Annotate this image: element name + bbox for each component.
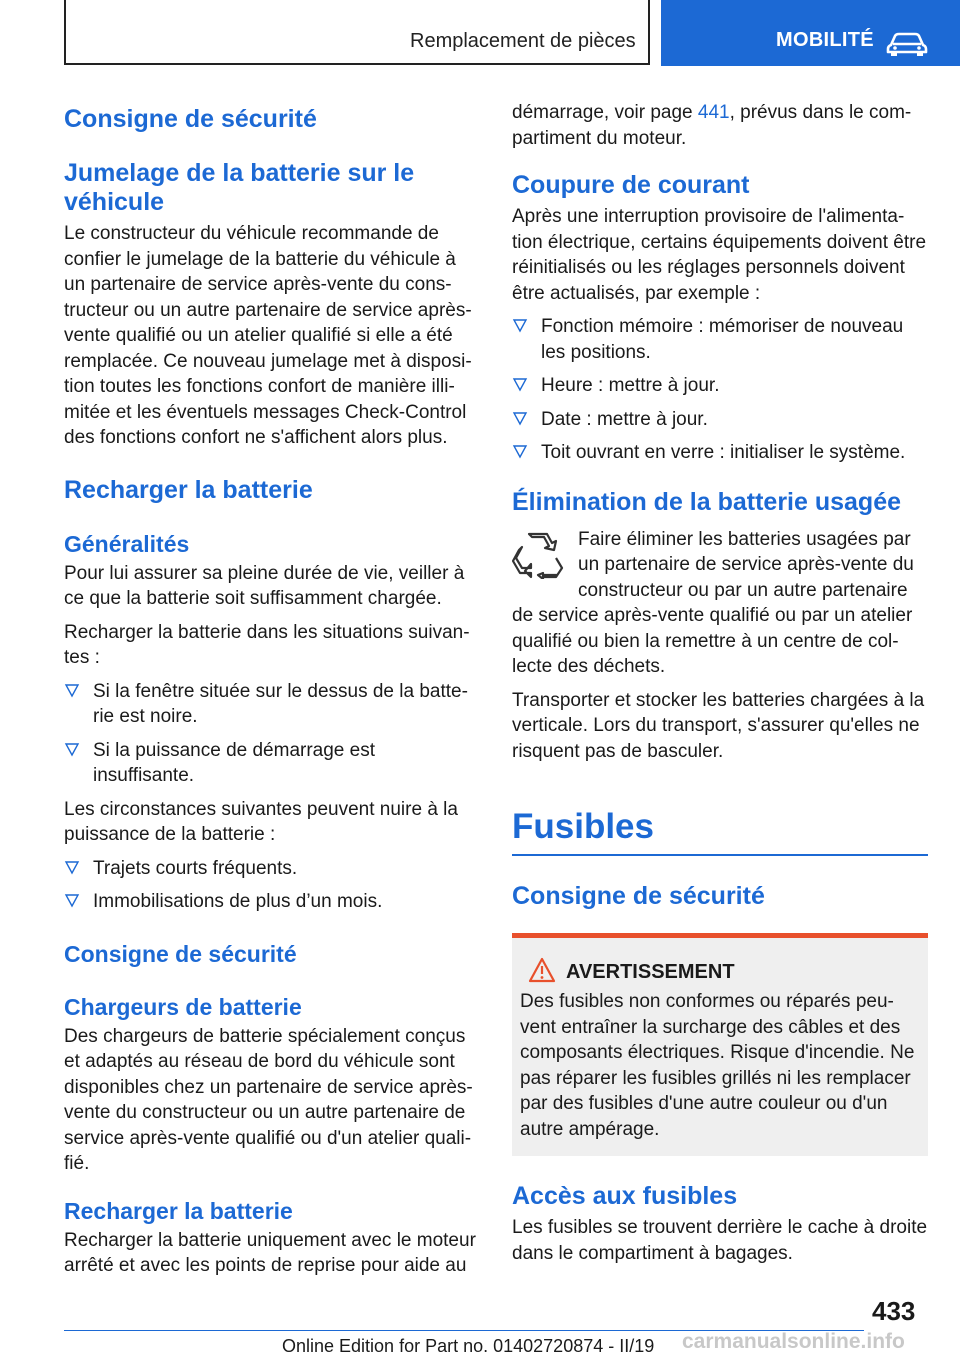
heading-fuses: Fusibles — [512, 807, 654, 846]
heading-chargers: Chargeurs de batterie — [64, 993, 302, 1020]
list-item-text: Fonction mémoire : mémoriser de nouveau les positions. — [541, 316, 904, 363]
list-item-text: Trajets courts fréquents. — [93, 857, 298, 879]
triangle-bullet-icon — [64, 741, 80, 759]
list-recharge-situations — [64, 679, 480, 789]
heading-recharge: Recharger la batterie — [64, 475, 313, 504]
disposal-block — [512, 527, 928, 680]
list-item-text: Immobilisations de plus d’un mois. — [93, 891, 383, 912]
list-item — [512, 314, 928, 365]
paragraph-disposal-1 — [512, 527, 928, 680]
heading-battery-pairing: Jumelage de la batterie sur le véhicule — [64, 159, 415, 216]
continued-text-b: , prévus dans le compartiment du moteur. — [512, 102, 912, 149]
list-item-text: Toit ouvrant en verre : initialiser le système. — [541, 442, 906, 463]
footer-watermark: carmanualsonline.info — [682, 1330, 905, 1353]
heading-battery-disposal: Élimination de la batterie usagée — [512, 487, 902, 516]
triangle-bullet-icon — [512, 317, 528, 335]
warning-triangle-icon — [528, 957, 556, 983]
right-column — [512, 100, 928, 1266]
list-circumstances — [64, 856, 480, 915]
heading-safety-3: Consigne de sécurité — [512, 882, 765, 910]
heading-power-cut: Coupure de courant — [512, 171, 750, 199]
paragraph-general-2: Recharger la batterie dans les situations suivantes : — [64, 621, 470, 668]
list-item — [512, 440, 928, 466]
paragraph-general-1: Pour lui assurer sa pleine durée de vie, veiller à ce que la batterie soit suffisamment chargée. — [64, 562, 465, 609]
paragraph-pairing: Le constructeur du véhicule recommande de confier le jumelage de la batterie du véhicule à un partenaire de service après-vente du constructeur ou un autre partenaire de service après-vente qualifié ou un atelier qualifié si elle a été remplacée. Ce nouveau jumelage met à disposition toutes les fonctions confort de manière illimitée et les éventuels messages Check-Control des fonctions confort ne s'affichent alors plus. — [64, 223, 472, 448]
section-title: Remplacement de pièces — [410, 30, 636, 52]
car-icon — [886, 28, 928, 56]
paragraph-fuse-access: Les fusibles se trouvent derrière le cache à droite dans le compartiment à bagages. — [512, 1217, 928, 1264]
paragraph-continued — [512, 100, 928, 151]
triangle-bullet-icon — [512, 410, 528, 428]
list-item — [64, 856, 480, 882]
header-left-rule — [64, 0, 66, 64]
warning-top-bar — [512, 933, 928, 938]
triangle-bullet-icon — [64, 892, 80, 910]
list-reset-items — [512, 314, 928, 466]
list-item — [64, 738, 480, 789]
page-link-441[interactable]: 441 — [697, 102, 730, 123]
triangle-bullet-icon — [512, 376, 528, 394]
heading-safety-2: Consigne de sécurité — [64, 940, 297, 967]
warning-title — [520, 959, 920, 985]
paragraph-power-cut: Après une interruption provisoire de l'alimentation électrique, certains équipements doivent être réinitialisés ou les réglages personnels doivent être actualisés, par exemple : — [512, 206, 927, 304]
triangle-bullet-icon — [64, 859, 80, 877]
heading-recharge-2: Recharger la batterie — [64, 1197, 293, 1224]
list-item — [512, 407, 928, 433]
list-item-text: Heure : mettre à jour. — [541, 375, 720, 396]
page-number: 433 — [872, 1296, 916, 1326]
header-right-rule — [648, 0, 650, 64]
list-item-text: Si la fenêtre située sur le dessus de la batterie est noire. — [93, 680, 468, 727]
warning-title-text: AVERTISSEMENT — [566, 961, 735, 983]
disposal-text: Faire éliminer les batteries usagées par un partenaire de service après-vente du constructeur ou par un autre partenaire de service après-vente qualifié ou par un atelier qualifié ou bien la remettre à un centre de collecte des déchets. — [512, 528, 914, 677]
page-header — [0, 0, 960, 66]
heading-fuse-access: Accès aux fusibles — [512, 1182, 738, 1210]
paragraph-chargers: Des chargeurs de batterie spécialement conçus et adaptés au réseau de bord du véhicule sont disponibles chez un partenaire de service après-vente du constructeur ou un autre partenaire de service après-vente qualifié ou d'un atelier qualifié. — [64, 1025, 473, 1174]
header-bottom-rule — [64, 63, 650, 65]
recycle-icon — [512, 531, 564, 579]
list-item — [64, 889, 480, 915]
heading-general: Généralités — [64, 530, 190, 557]
list-item-text: Si la puissance de démarrage est insuffisante. — [93, 739, 375, 786]
paragraph-circumstances: Les circonstances suivantes peuvent nuire à la puissance de la batterie : — [64, 798, 458, 845]
warning-box — [512, 933, 928, 1156]
left-column — [64, 100, 480, 1279]
chapter-tab[interactable] — [661, 0, 960, 66]
paragraph-recharge-2: Recharger la batterie uniquement avec le moteur arrêté et avec les points de reprise pour aide au — [64, 1229, 476, 1276]
paragraph-disposal-2: Transporter et stocker les batteries chargées à la verticale. Lors du transport, s'assurer qu'elles ne risquent pas de basculer. — [512, 689, 925, 762]
list-item-text: Date : mettre à jour. — [541, 408, 708, 430]
fuses-rule — [512, 854, 928, 856]
heading-safety: Consigne de sécurité — [64, 105, 317, 133]
triangle-bullet-icon — [512, 443, 528, 461]
list-item — [512, 373, 928, 399]
chapter-tab-label: MOBILITÉ — [776, 29, 874, 51]
warning-text: Des fusibles non conformes ou réparés peuvent entraîner la surcharge des câbles et des composants électriques. Risque d'incendie. Ne pas réparer les fusibles grillés ni les remplacer par des fusibles d'une autre couleur ou d'un autre ampérage. — [520, 991, 915, 1140]
continued-text-a: démarrage, voir page — [512, 102, 698, 123]
footer-edition: Online Edition for Part no. 01402720874 - II/19 — [282, 1336, 655, 1356]
triangle-bullet-icon — [64, 682, 80, 700]
list-item — [64, 679, 480, 730]
